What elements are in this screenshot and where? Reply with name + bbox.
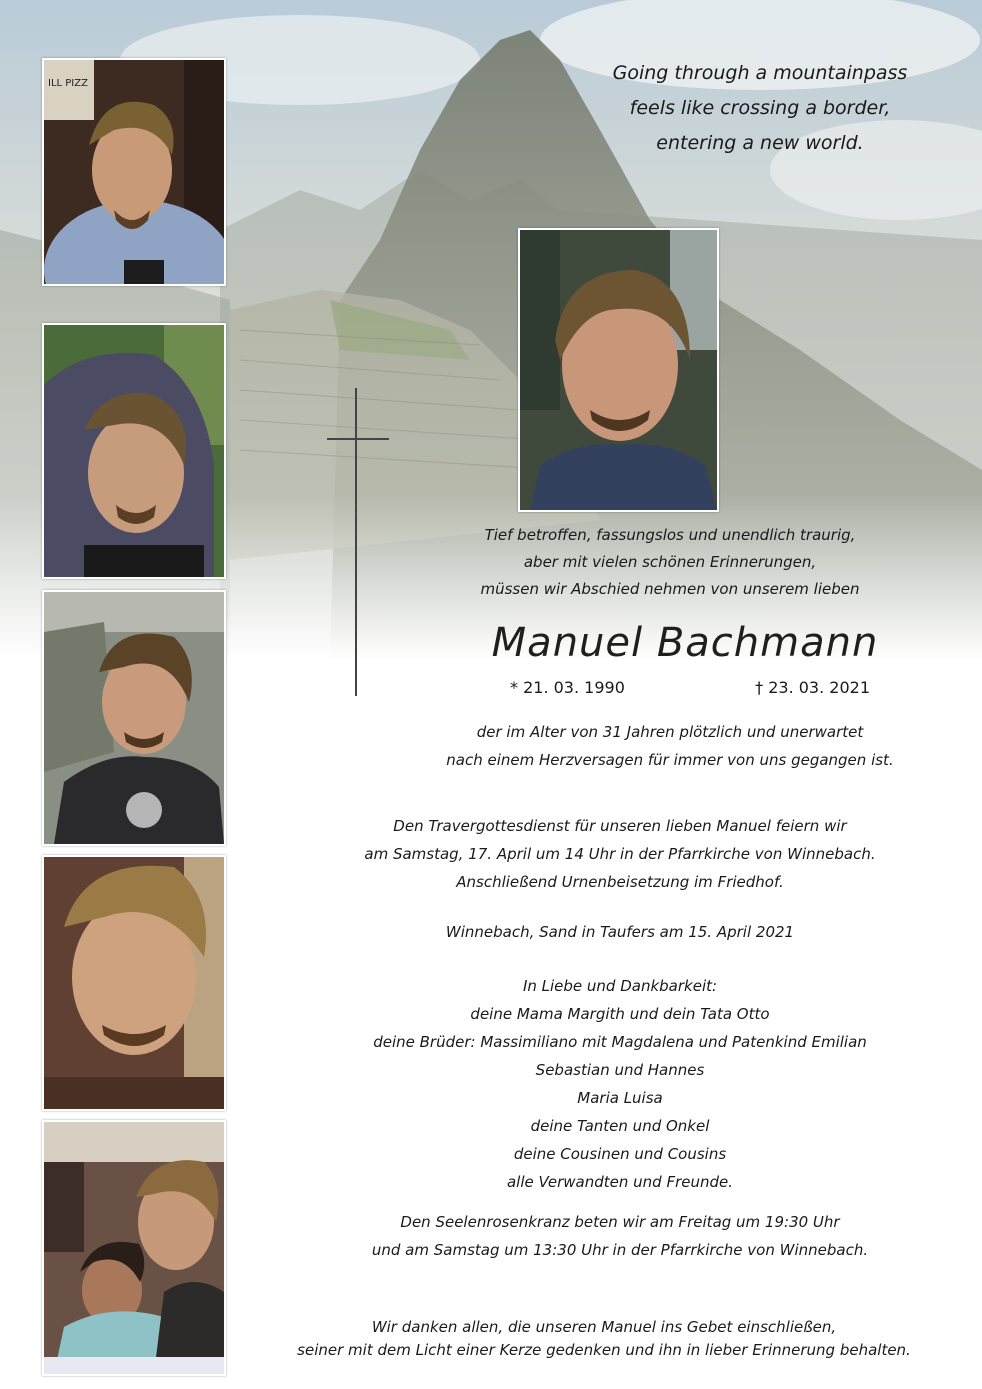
mourner-line: deine Tanten und Onkel <box>530 1117 710 1135</box>
deceased-name: Manuel Bachmann <box>491 620 879 666</box>
mourner-line: In Liebe und Dankbarkeit: <box>522 977 718 995</box>
portrait-main <box>518 228 719 512</box>
quote-line: feels like crossing a border, <box>629 97 891 119</box>
place-date <box>300 918 940 946</box>
age-line: der im Alter von 31 Jahren plötzlich und unerwartet <box>476 723 864 741</box>
rosary-line: Den Seelenrosenkranz beten wir am Freitag um 19:30 Uhr <box>400 1213 840 1231</box>
photo-1 <box>42 58 226 286</box>
mourner-line: alle Verwandten und Freunde. <box>506 1173 734 1191</box>
quote-line: entering a new world. <box>656 132 864 154</box>
service-line: am Samstag, 17. April um 14 Uhr in der Pfarrkirche von Winnebach. <box>364 845 876 863</box>
cross-horizontal <box>327 438 389 440</box>
photo-3 <box>42 590 226 846</box>
quote <box>560 56 960 161</box>
place-date-line: Winnebach, Sand in Taufers am 15. April 2021 <box>445 923 795 941</box>
mourner-line: Maria Luisa <box>577 1089 663 1107</box>
thanks-text <box>236 1316 972 1362</box>
death-date: † 23. 03. 2021 <box>755 678 870 697</box>
photo-sign-text: ILL PIZZ <box>48 78 88 89</box>
life-dates <box>510 678 870 697</box>
age-line: nach einem Herzversagen für immer von uns gegangen ist. <box>446 751 894 769</box>
thanks-line: Wir danken allen, die unseren Manuel ins Gebet einschließen, <box>371 1318 837 1336</box>
photo-4 <box>42 855 226 1111</box>
intro-line: müssen wir Abschied nehmen von unserem lieben <box>480 580 860 598</box>
photo-5 <box>42 1120 226 1376</box>
intro-text <box>400 522 940 603</box>
mourner-line: deine Cousinen und Cousins <box>513 1145 727 1163</box>
service-text <box>300 812 940 896</box>
birth-date: * 21. 03. 1990 <box>510 678 625 697</box>
cross-vertical <box>355 388 357 696</box>
age-text <box>400 718 940 774</box>
rosary-line: und am Samstag um 13:30 Uhr in der Pfarrkirche von Winnebach. <box>371 1241 869 1259</box>
mourners-list <box>300 972 940 1196</box>
quote-line: Going through a mountainpass <box>612 62 908 84</box>
service-line: Den Travergottesdienst für unseren lieben Manuel feiern wir <box>393 817 847 835</box>
rosary-text <box>300 1208 940 1264</box>
intro-line: Tief betroffen, fassungslos und unendlich traurig, <box>484 526 856 544</box>
intro-line: aber mit vielen schönen Erinnerungen, <box>523 553 817 571</box>
thanks-line: seiner mit dem Licht einer Kerze gedenken und ihn in lieber Erinnerung behalten. <box>297 1341 911 1359</box>
mourner-line: deine Mama Margith und dein Tata Otto <box>470 1005 770 1023</box>
service-line: Anschließend Urnenbeisetzung im Friedhof. <box>456 873 784 891</box>
mourner-line: Sebastian und Hannes <box>535 1061 705 1079</box>
mourner-line: deine Brüder: Massimiliano mit Magdalena und Patenkind Emilian <box>373 1033 867 1051</box>
photo-2 <box>42 323 226 579</box>
